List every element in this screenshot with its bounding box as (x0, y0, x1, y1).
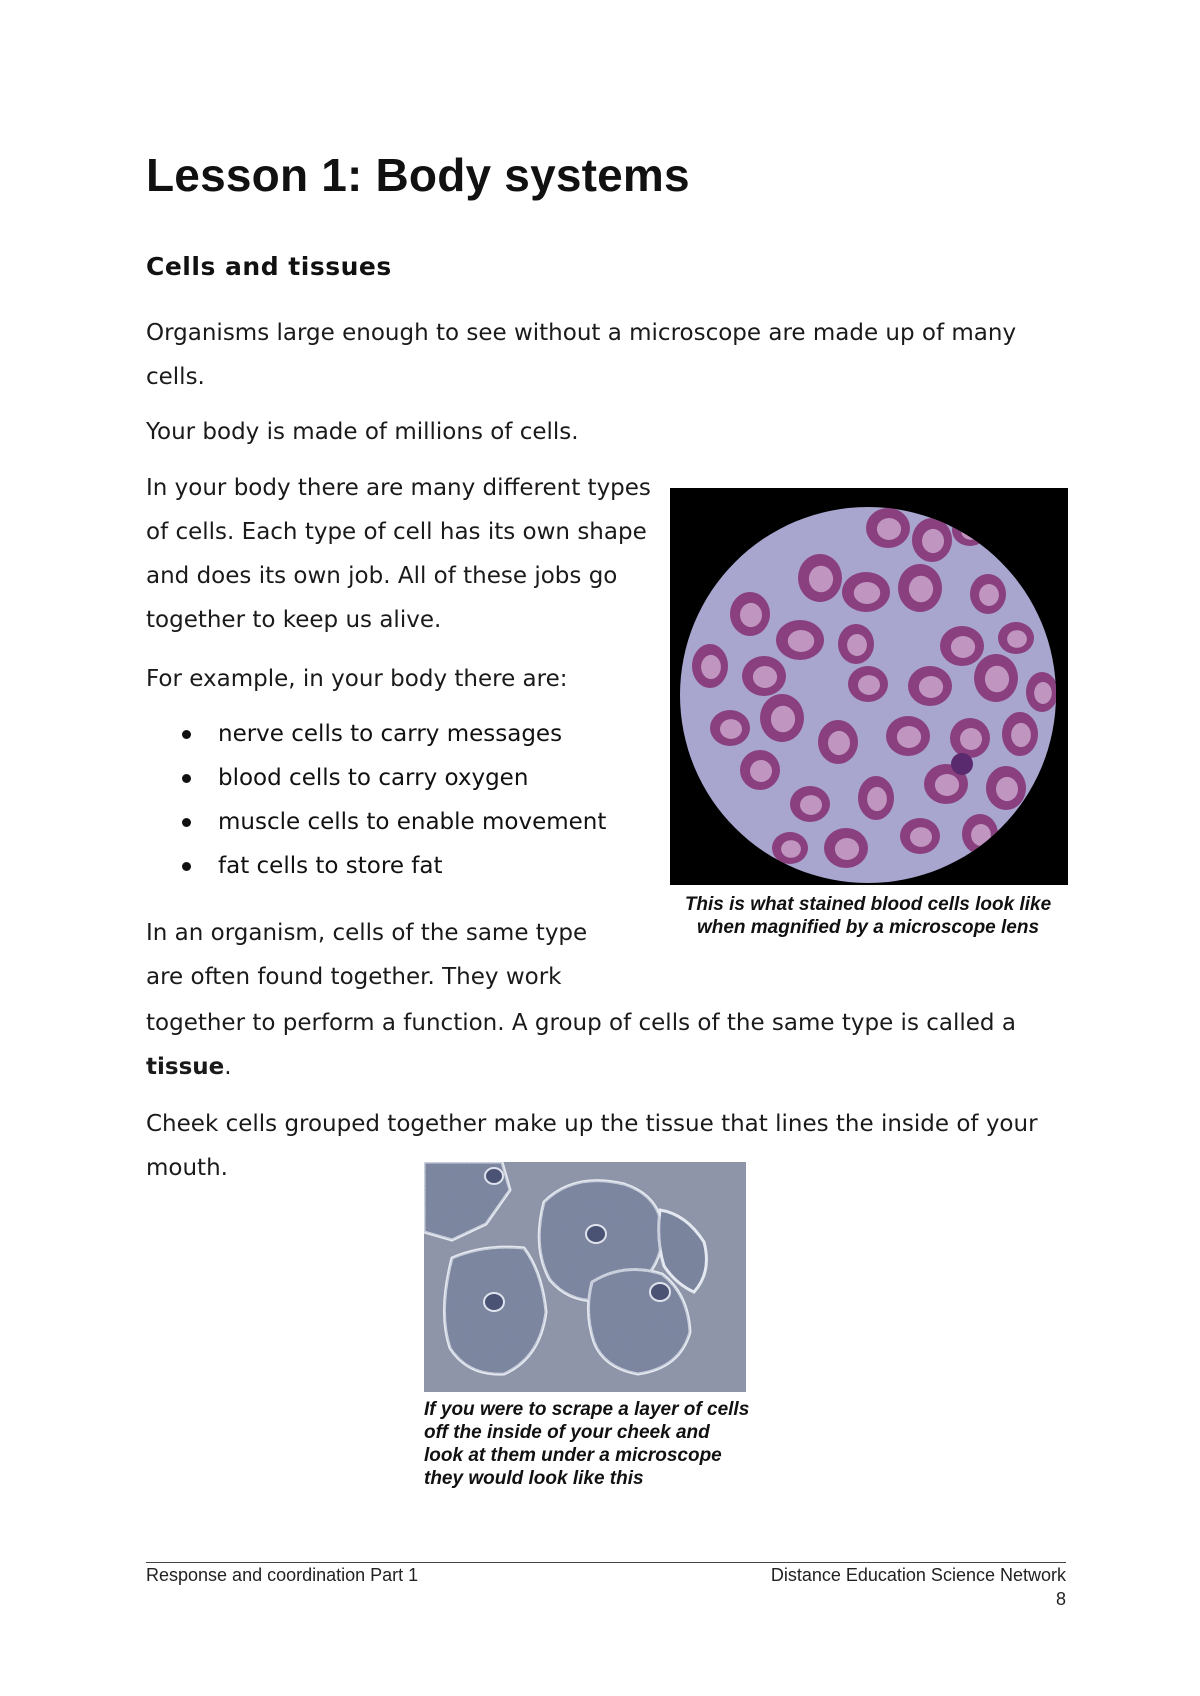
red-blood-cell-center (781, 840, 801, 858)
red-blood-cell-center (922, 529, 944, 553)
list-item (146, 844, 606, 888)
red-blood-cell-center (854, 582, 880, 604)
list-item (146, 756, 606, 800)
red-blood-cell-center (919, 676, 943, 698)
section-heading: Cells and tissues (146, 252, 392, 281)
paragraph-line: In an organism, cells of the same type (146, 920, 588, 946)
red-blood-cell-center (877, 518, 901, 540)
paragraph-organism-cells (146, 911, 666, 999)
paragraph-for-example: For example, in your body there are: (146, 666, 568, 692)
bullet-icon (182, 818, 191, 827)
red-blood-cell-center (951, 636, 975, 658)
cheek-cells-caption: If you were to scrape a layer of cells off the inside of your cheek and look at them under a microscope they would look like this (424, 1399, 750, 1489)
white-blood-cell (951, 753, 973, 775)
red-blood-cell-center (835, 838, 859, 860)
paragraph-text: together to perform a function. A group of cells of the same type is called a (146, 1010, 1016, 1036)
red-blood-cell-center (800, 795, 822, 815)
red-blood-cell-center (935, 774, 959, 796)
red-blood-cell-center (909, 576, 933, 602)
paragraph-millions-of-cells: Your body is made of millions of cells. (146, 419, 579, 445)
red-blood-cell-center (979, 584, 999, 606)
red-blood-cell-center (897, 726, 921, 748)
page-number: 8 (1055, 1589, 1066, 1609)
red-blood-cell-center (740, 603, 762, 627)
red-blood-cell-center (701, 655, 721, 679)
keyword-tissue: tissue (146, 1054, 225, 1080)
list-item-text: blood cells to carry oxygen (218, 765, 529, 791)
bullet-icon (182, 774, 191, 783)
red-blood-cell-center (910, 827, 932, 847)
paragraph-text: . (224, 1054, 232, 1080)
red-blood-cell-center (867, 787, 887, 811)
footer-course-title: Response and coordination Part 1 (146, 1565, 419, 1585)
blood-cells-micrograph (670, 488, 1068, 885)
blood-cells-caption: This is what stained blood cells look like when magnified by a microscope lens (684, 894, 1052, 938)
red-blood-cell-center (750, 760, 772, 782)
list-item-text: muscle cells to enable movement (218, 809, 607, 835)
red-blood-cell-center (1034, 682, 1052, 704)
red-blood-cell-center (985, 666, 1009, 692)
footer-publisher: Distance Education Science Network (770, 1565, 1066, 1585)
paragraph-line: are often found together. They work (146, 964, 562, 990)
cheek-cells-micrograph (424, 1162, 746, 1392)
red-blood-cell-center (788, 630, 814, 652)
lesson-title: Lesson 1: Body systems (146, 149, 690, 201)
red-blood-cell-center (809, 566, 833, 592)
list-item (146, 800, 606, 844)
red-blood-cell-center (753, 666, 777, 688)
paragraph-tissue-definition (146, 1001, 1086, 1089)
red-blood-cell-center (1007, 630, 1027, 648)
red-blood-cell-center (828, 731, 850, 755)
paragraph-cell-types: In your body there are many different types of cells. Each type of cell has its own shape and does its own job. All of these jobs go together to keep us alive. (146, 475, 651, 633)
list-item (146, 712, 606, 756)
bullet-icon (182, 730, 191, 739)
bullet-icon (182, 862, 191, 871)
cheek-cells-image (424, 1162, 746, 1392)
red-blood-cell-center (960, 728, 982, 750)
red-blood-cell-center (771, 706, 795, 732)
paragraph-cheek-cells: Cheek cells grouped together make up the tissue that lines the inside of your mouth. (146, 1111, 1038, 1181)
paragraph-organisms: Organisms large enough to see without a microscope are made up of many cells. (146, 320, 1017, 390)
cell-types-list (146, 712, 606, 888)
red-blood-cell-center (996, 777, 1018, 801)
list-item-text: fat cells to store fat (218, 853, 443, 879)
list-item-text: nerve cells to carry messages (218, 721, 563, 747)
footer-divider (146, 1562, 1066, 1563)
red-blood-cell-center (858, 675, 880, 695)
red-blood-cell-center (847, 634, 867, 656)
blood-cells-image (670, 488, 1068, 885)
red-blood-cell-center (1011, 723, 1031, 747)
red-blood-cell-center (720, 719, 742, 739)
